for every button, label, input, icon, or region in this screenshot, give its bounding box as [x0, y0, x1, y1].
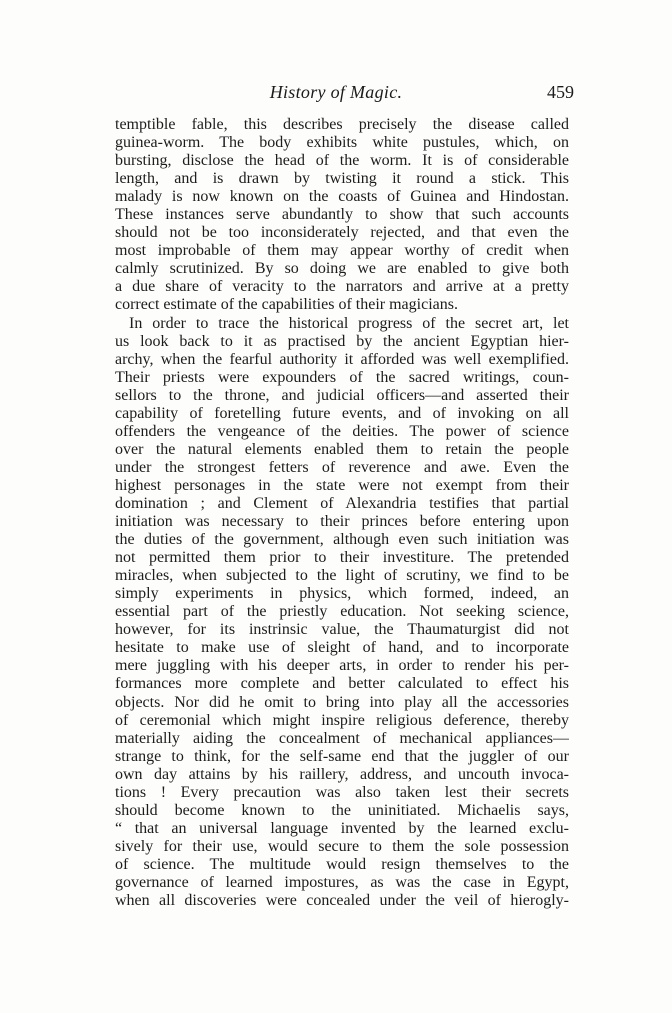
text-line: sellors to the throne, and judicial officers—and asserted their	[115, 386, 569, 404]
text-line: tions ! Every precaution was also taken lest their secrets	[115, 783, 569, 801]
text-line: offenders the vengeance of the deities. The power of science	[115, 422, 569, 440]
text-line: should not be too inconsiderately rejected, and that even the	[115, 224, 569, 242]
text-line: however, for its instrinsic value, the Thaumaturgist did not	[115, 621, 569, 639]
text-line: governance of learned impostures, as was the case in Egypt,	[115, 873, 569, 891]
text-line: miracles, when subjected to the light of scrutiny, we find to be	[115, 567, 569, 585]
text-line: In order to trace the historical progress of the secret art, let	[129, 314, 569, 332]
text-line: most improbable of them may appear worthy of credit when	[115, 242, 569, 260]
text-line: when all discoveries were concealed under the veil of hierogly-	[115, 892, 569, 910]
text-line: strange to think, for the self-same end that the juggler of our	[115, 747, 569, 765]
text-line: should become known to the uninitiated. Michaelis says,	[115, 801, 569, 819]
text-line: essential part of the priestly education. Not seeking science,	[115, 603, 569, 621]
paragraph-1	[115, 116, 569, 315]
text-line: over the natural elements enabled them to retain the people	[115, 440, 569, 458]
text-line: These instances serve abundantly to show that such accounts	[115, 206, 569, 224]
text-line: of ceremonial which might inspire religious deference, thereby	[115, 711, 569, 729]
text-line: archy, when the fearful authority it afforded was well exemplified.	[115, 350, 569, 368]
text-line: initiation was necessary to their princes before entering upon	[115, 513, 569, 531]
text-line: temptible fable, this describes precisely the disease called	[115, 116, 569, 133]
text-line: under the strongest fetters of reverence and awe. Even the	[115, 458, 569, 476]
text-line: simply experiments in physics, which formed, indeed, an	[115, 585, 569, 603]
text-line: Their priests were expounders of the sacred writings, coun-	[115, 368, 569, 386]
text-line: objects. Nor did he omit to bring into play all the accessories	[115, 693, 569, 711]
paragraph-2	[115, 315, 569, 911]
text-line: own day attains by his raillery, address, and uncouth invoca-	[115, 765, 569, 783]
text-line: materially aiding the concealment of mechanical appliances—	[115, 729, 569, 747]
text-line: malady is now known on the coasts of Guinea and Hindostan.	[115, 188, 569, 206]
text-line: the duties of the government, although even such initiation was	[115, 531, 569, 549]
text-line: hesitate to make use of sleight of hand, and to incorporate	[115, 639, 569, 657]
text-line: us look back to it as practised by the ancient Egyptian hier-	[115, 332, 569, 350]
text-line: length, and is drawn by twisting it round a stick. This	[115, 170, 569, 188]
body-text	[115, 116, 569, 910]
text-line: sively for their use, would secure to them the sole possession	[115, 837, 569, 855]
text-line: guinea-worm. The body exhibits white pustules, which, on	[115, 134, 569, 152]
text-line: a due share of veracity to the narrators and arrive at a pretty	[115, 278, 569, 296]
text-line: calmly scrutinized. By so doing we are enabled to give both	[115, 260, 569, 278]
text-line: formances more complete and better calculated to effect his	[115, 675, 569, 693]
running-title: History of Magic.	[269, 82, 403, 102]
text-line: not permitted them prior to their investiture. The pretended	[115, 549, 569, 567]
text-line: mere juggling with his deeper arts, in order to render his per-	[115, 657, 569, 675]
page-number: 459	[547, 82, 574, 102]
running-head	[0, 82, 672, 106]
text-line: correct estimate of the capabilities of their magicians.	[115, 296, 458, 314]
text-line: capability of foretelling future events, and of invoking on all	[115, 404, 569, 422]
text-line: “ that an universal language invented by the learned exclu-	[115, 819, 569, 837]
text-line: highest personages in the state were not exempt from their	[115, 476, 569, 494]
text-line: domination ; and Clement of Alexandria testifies that partial	[115, 494, 569, 512]
text-line: of science. The multitude would resign themselves to the	[115, 855, 569, 873]
text-line: bursting, disclose the head of the worm. It is of considerable	[115, 152, 569, 170]
